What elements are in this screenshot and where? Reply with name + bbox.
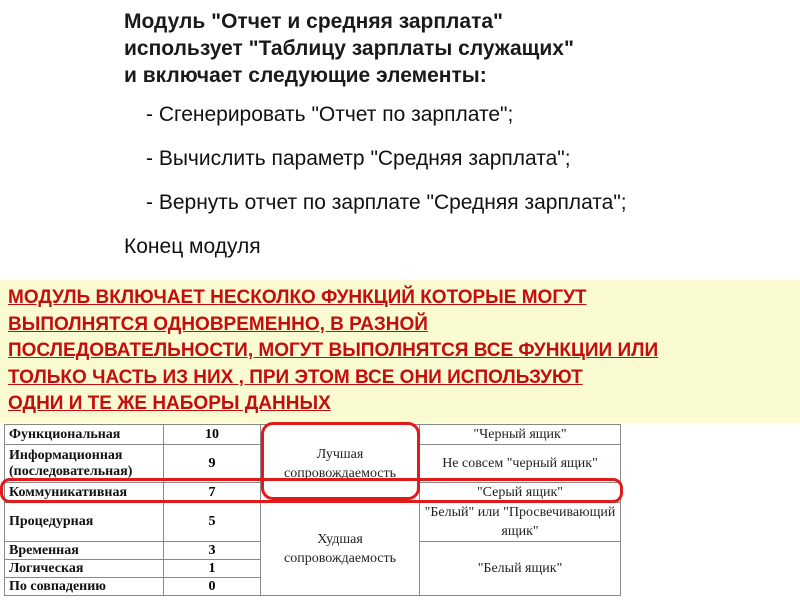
module-description xyxy=(124,8,784,260)
cohesion-type-cell: Информационная (последовательная) xyxy=(5,445,164,483)
note-line-5: ОДНИ И ТЕ ЖЕ НАБОРЫ ДАННЫХ xyxy=(8,393,331,414)
cohesion-value-cell: 10 xyxy=(164,425,261,445)
cohesion-type-cell: По совпадению xyxy=(5,578,164,596)
module-title-line-1: Модуль "Отчет и средняя зарплата" xyxy=(124,10,503,33)
box-cell: Не совсем "черный ящик" xyxy=(420,445,621,483)
cohesion-value-cell: 0 xyxy=(164,578,261,596)
table-row xyxy=(5,425,621,445)
note-line-2: ВЫПОЛНЯТСЯ ОДНОВРЕМЕННО, В РАЗНОЙ xyxy=(8,313,428,335)
module-element-2: - Вычислить параметр "Средняя зарплата"; xyxy=(146,147,571,170)
note-line-1: МОДУЛЬ ВКЛЮЧАЕТ НЕСКОЛКО ФУНКЦИЙ КОТОРЫЕ МОГУТ xyxy=(8,287,587,308)
module-title-line-3: и включает следующие элементы: xyxy=(124,64,487,87)
box-cell: "Белый" или "Просвечивающий ящик" xyxy=(420,503,621,542)
cohesion-type-cell: Коммуникативная xyxy=(5,483,164,503)
box-cell: "Черный ящик" xyxy=(420,425,621,445)
cohesion-table-wrap xyxy=(4,424,621,596)
cohesion-value-cell: 3 xyxy=(164,542,261,560)
box-cell: "Серый ящик" xyxy=(420,483,621,503)
note-text xyxy=(8,285,788,418)
note-box xyxy=(0,280,800,423)
cohesion-value-cell: 9 xyxy=(164,445,261,483)
best-maintainability-cell: Лучшая сопровождаемость xyxy=(261,425,420,503)
cohesion-value-cell: 5 xyxy=(164,503,261,542)
cohesion-type-cell: Временная xyxy=(5,542,164,560)
module-title-line-2: использует "Таблицу зарплаты служащих" xyxy=(124,37,574,60)
module-element-1: - Сгенерировать "Отчет по зарплате"; xyxy=(146,103,514,126)
cohesion-type-cell: Процедурная xyxy=(5,503,164,542)
worst-maintainability-cell: Худшая сопровождаемость xyxy=(261,503,420,596)
cohesion-type-cell: Логическая xyxy=(5,560,164,578)
cohesion-table xyxy=(4,424,621,596)
cohesion-value-cell: 7 xyxy=(164,483,261,503)
note-line-4: ТОЛЬКО ЧАСТЬ ИЗ НИХ , ПРИ ЭТОМ ВСЕ ОНИ ИСПОЛЬЗУЮТ xyxy=(8,366,583,388)
module-end: Конец модуля xyxy=(124,235,261,258)
module-element-3: - Вернуть отчет по зарплате "Средняя зарплата"; xyxy=(146,191,627,214)
table-row xyxy=(5,503,621,542)
note-line-3: ПОСЛЕДОВАТЕЛЬНОСТИ, МОГУТ ВЫПОЛНЯТСЯ ВСЕ ФУНКЦИИ ИЛИ xyxy=(8,340,659,361)
cohesion-type-cell: Функциональная xyxy=(5,425,164,445)
cohesion-value-cell: 1 xyxy=(164,560,261,578)
box-cell: "Белый ящик" xyxy=(420,542,621,596)
